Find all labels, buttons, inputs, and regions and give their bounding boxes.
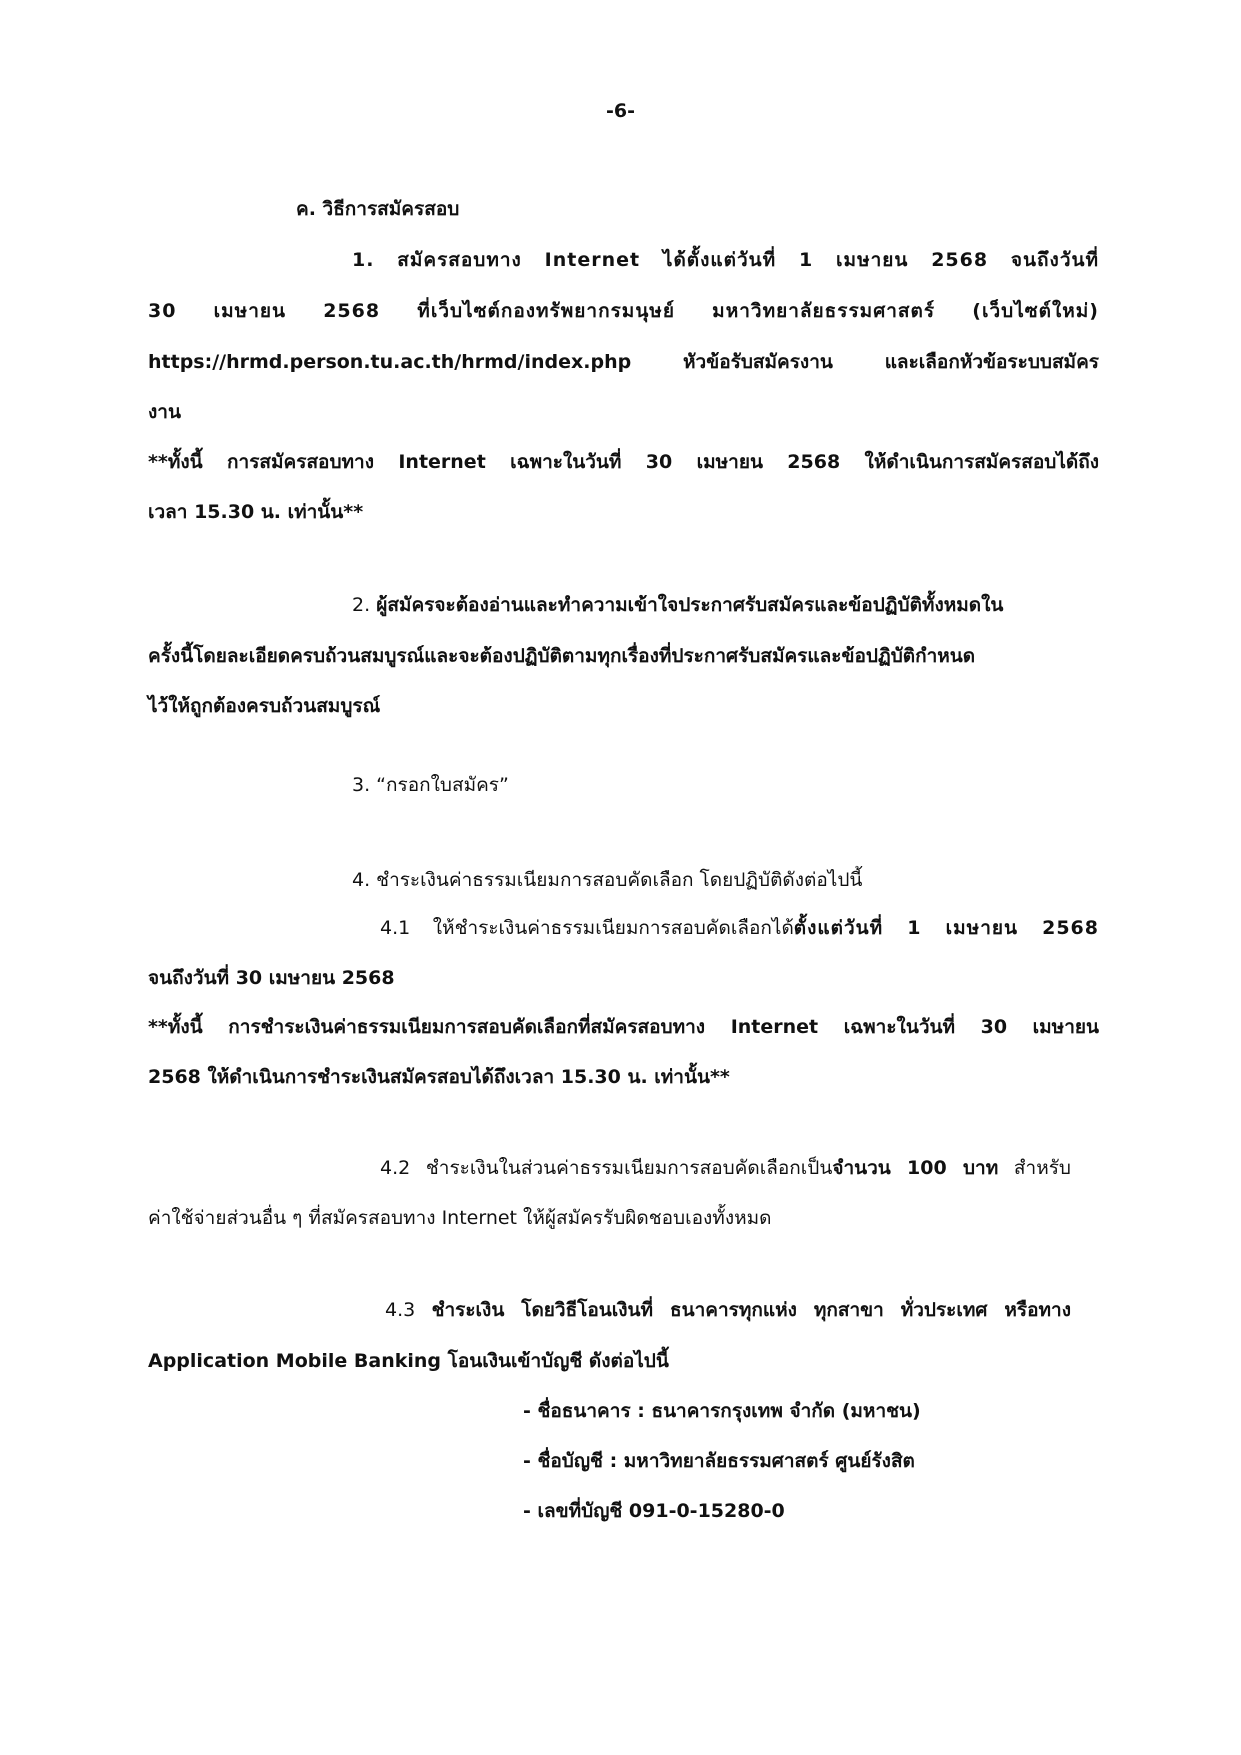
item4-1-note-line2: 2568 ให้ดำเนินการชำระเงินสมัครสอบได้ถึงเวลา 15.30 น. เท่านั้น** [148, 1066, 730, 1088]
item4-2-line2: ค่าใช้จ่ายส่วนอื่น ๆ ที่สมัครสอบทาง Internet ให้ผู้สมัครรับผิดชอบเองทั้งหมด [148, 1207, 772, 1229]
item4-1-line2: จนถึงวันที่ 30 เมษายน 2568 [148, 967, 395, 989]
item4-1-date-range: ตั้งแต่วันที่ 1 เมษายน 2568 [793, 917, 1099, 939]
item4-3-method: ชำระเงิน โดยวิธีโอนเงินที่ ธนาคารทุกแห่ง ทุกสาขา ทั่วประเทศ หรือทาง [431, 1299, 1071, 1321]
item4-1-line1 [380, 913, 1099, 943]
item1-line3: https://hrmd.person.tu.ac.th/hrmd/index.php หัวข้อรับสมัครงาน และเลือกหัวข้อระบบสมัคร [148, 351, 1099, 373]
item2-line2: ครั้งนี้โดยละเอียดครบถ้วนสมบูรณ์และจะต้องปฏิบัติตามทุกเรื่องที่ประกาศรับสมัครและข้อปฏิบัติกำหนด [148, 645, 976, 667]
item4-2-line1 [380, 1153, 1071, 1183]
item4-2-amount: จำนวน 100 บาท [832, 1157, 999, 1179]
item4-1-prefix: 4.1 ให้ชำระเงินค่าธรรมเนียมการสอบคัดเลือกได้ [380, 917, 794, 939]
item1-line1: 1. สมัครสอบทาง Internet ได้ตั้งแต่วันที่ 1 เมษายน 2568 จนถึงวันที่ [352, 249, 1099, 271]
item2-line3: ไว้ให้ถูกต้องครบถ้วนสมบูรณ์ [148, 695, 381, 717]
item3-text: 3. “กรอกใบสมัคร” [352, 774, 509, 796]
section-heading: ค. วิธีการสมัครสอบ [296, 198, 460, 220]
item1-note-line1: **ทั้งนี้ การสมัครสอบทาง Internet เฉพาะในวันที่ 30 เมษายน 2568 ให้ดำเนินการสมัครสอบได้ถึง [148, 451, 1099, 473]
item4-1-note-line1: **ทั้งนี้ การชำระเงินค่าธรรมเนียมการสอบคัดเลือกที่สมัครสอบทาง Internet เฉพาะในวันที่ 30 เมษายน [148, 1016, 1099, 1038]
item1-line4: งาน [148, 401, 181, 423]
item2-number: 2. [352, 594, 371, 616]
item4-text: 4. ชำระเงินค่าธรรมเนียมการสอบคัดเลือก โดยปฏิบัติดังต่อไปนี้ [352, 869, 863, 891]
item4-2-prefix: 4.2 ชำระเงินในส่วนค่าธรรมเนียมการสอบคัดเลือกเป็น [380, 1157, 833, 1179]
account-number: - เลขที่บัญชี 091-0-15280-0 [523, 1500, 785, 1522]
bank-name: - ชื่อธนาคาร : ธนาคารกรุงเทพ จำกัด (มหาชน) [523, 1400, 921, 1422]
item4-3-line2: Application Mobile Banking โอนเงินเข้าบัญชี ดังต่อไปนี้ [148, 1350, 669, 1372]
account-name: - ชื่อบัญชี : มหาวิทยาลัยธรรมศาสตร์ ศูนย์รังสิต [523, 1450, 915, 1472]
item1-line2: 30 เมษายน 2568 ที่เว็บไซต์กองทรัพยากรมนุษย์ มหาวิทยาลัยธรรมศาสตร์ (เว็บไซต์ใหม่) [148, 300, 1099, 322]
item1-note-line2: เวลา 15.30 น. เท่านั้น** [148, 501, 364, 523]
page-number: -6- [606, 100, 635, 122]
item2-line1 [352, 590, 1003, 620]
item4-3-prefix: 4.3 [385, 1299, 432, 1321]
item2-text: ผู้สมัครจะต้องอ่านและทำความเข้าใจประกาศรับสมัครและข้อปฏิบัติทั้งหมดใน [376, 594, 1004, 616]
item4-3-line1 [385, 1295, 1071, 1325]
item4-2-suffix: สำหรับ [998, 1157, 1071, 1179]
